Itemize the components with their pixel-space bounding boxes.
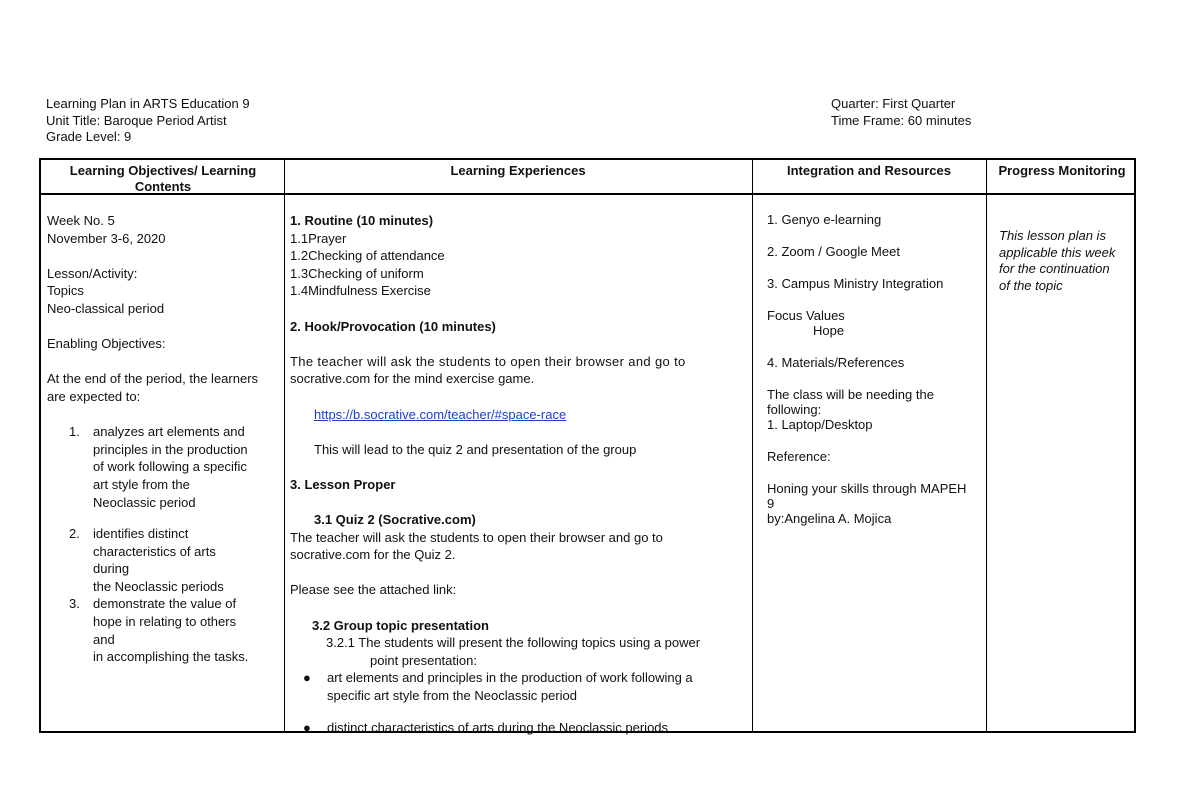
resource-item: 3. Campus Ministry Integration — [767, 276, 944, 291]
objective-text: art style from the — [93, 476, 190, 492]
topic-bullet-text: art elements and principles in the production of work following a — [327, 670, 693, 686]
grade-level: Grade Level: 9 — [46, 129, 132, 144]
objective-text: Neoclassic period — [93, 494, 196, 510]
objective-text: hope in relating to others and — [93, 614, 237, 647]
monitoring-note: for the continuation — [999, 261, 1110, 276]
focus-values-label: Focus Values — [767, 308, 845, 323]
unit-title: Unit Title: Baroque Period Artist — [46, 112, 227, 128]
objectives-cell — [47, 212, 279, 666]
objective-text: in accomplishing the tasks. — [93, 649, 249, 665]
topics-label: Topics — [47, 283, 84, 299]
hook-heading: 2. Hook/Provocation (10 minutes) — [290, 318, 496, 334]
objectives-intro: At the end of the period, the learners — [47, 371, 259, 387]
topic-name: Neo-classical period — [47, 300, 165, 316]
routine-heading: 1. Routine (10 minutes) — [290, 213, 434, 228]
column-header-experiences: Learning Experiences — [450, 163, 586, 178]
resource-item: 2. Zoom / Google Meet — [767, 244, 900, 259]
quiz-text: socrative.com for the Quiz 2. — [290, 547, 456, 563]
monitoring-note: of the topic — [999, 277, 1063, 293]
topic-bullet-text: distinct characteristics of arts during the Neoclassic periods — [327, 719, 669, 735]
quiz-heading: 3.1 Quiz 2 (Socrative.com) — [314, 512, 476, 528]
objective-text: characteristics of arts during — [93, 543, 216, 577]
lesson-label: Lesson/Activity: — [47, 265, 138, 281]
reference-book: Honing your skills through MAPEH — [767, 481, 967, 496]
routine-item: 1.4Mindfulness Exercise — [290, 283, 431, 299]
objective-item — [47, 595, 279, 665]
materials-text: The class will be needing the — [767, 387, 934, 402]
materials-text: following: — [767, 402, 822, 417]
quarter: Quarter: First Quarter — [831, 96, 956, 111]
column-header-objectives: Learning Objectives/ Learning Contents — [69, 163, 257, 194]
reference-label: Reference: — [767, 449, 831, 464]
reference-book: 9 — [767, 496, 775, 511]
attached-link-note: Please see the attached link: — [290, 582, 457, 598]
list-item — [290, 669, 746, 704]
objective-text: principles in the production — [93, 441, 248, 457]
monitoring-note: This lesson plan is — [999, 228, 1106, 243]
objective-item — [47, 525, 279, 595]
objective-item — [47, 423, 279, 511]
group-presentation-text: 3.2.1 The students will present the following topics using a power — [326, 635, 701, 651]
objective-text: identifies distinct — [93, 526, 189, 542]
bullet-icon: ● — [303, 719, 311, 735]
routine-item: 1.1Prayer — [290, 230, 347, 246]
focus-value: Hope — [813, 323, 845, 338]
group-presentation-heading: 3.2 Group topic presentation — [312, 617, 489, 633]
document-header-left — [46, 96, 250, 146]
column-divider — [986, 160, 987, 731]
objective-number: 2. — [69, 526, 80, 542]
week-number: Week No. 5 — [47, 213, 115, 228]
objective-text: of work following a specific — [93, 459, 247, 475]
column-header-resources: Integration and Resources — [787, 163, 951, 178]
column-divider — [284, 160, 285, 731]
resource-item: 4. Materials/References — [767, 355, 905, 370]
objective-text: the Neoclassic periods — [93, 578, 224, 594]
hook-text: The teacher will ask the students to open their browser and go to — [290, 353, 686, 369]
lesson-proper-heading: 3. Lesson Proper — [290, 476, 396, 492]
bullet-icon: ● — [303, 670, 311, 686]
monitoring-cell — [999, 228, 1131, 294]
week-dates: November 3-6, 2020 — [47, 230, 166, 246]
plan-title: Learning Plan in ARTS Education 9 — [46, 96, 250, 111]
routine-item: 1.2Checking of attendance — [290, 248, 445, 264]
list-item — [290, 719, 746, 737]
reference-author: by:Angelina A. Mojica — [767, 511, 892, 526]
objectives-intro: are expected to: — [47, 388, 141, 404]
objective-text: analyzes art elements and — [93, 424, 245, 440]
learning-plan-table — [39, 158, 1136, 733]
resource-item: 1. Genyo e-learning — [767, 212, 882, 227]
routine-item: 1.3Checking of uniform — [290, 265, 424, 281]
quiz-text: The teacher will ask the students to open their browser and go to — [290, 529, 663, 545]
objective-number: 3. — [69, 596, 80, 612]
experiences-cell — [290, 212, 746, 736]
monitoring-note: applicable this week — [999, 244, 1116, 260]
lead-text: This will lead to the quiz 2 and presentation of the group — [314, 441, 637, 457]
hook-text: socrative.com for the mind exercise game. — [290, 371, 535, 387]
column-divider — [752, 160, 753, 731]
group-presentation-text: point presentation: — [370, 652, 477, 668]
objective-text: demonstrate the value of — [93, 596, 237, 612]
resources-cell — [767, 212, 979, 526]
time-frame: Time Frame: 60 minutes — [831, 112, 972, 128]
column-header-monitoring: Progress Monitoring — [998, 163, 1126, 178]
socrative-space-race-link[interactable]: https://b.socrative.com/teacher/#space-race — [314, 406, 567, 422]
objective-number: 1. — [69, 424, 80, 440]
document-header-right — [831, 96, 971, 129]
materials-item: 1. Laptop/Desktop — [767, 417, 873, 432]
enabling-objectives-label: Enabling Objectives: — [47, 336, 166, 352]
topic-bullet-text: specific art style from the Neoclassic period — [327, 688, 577, 704]
